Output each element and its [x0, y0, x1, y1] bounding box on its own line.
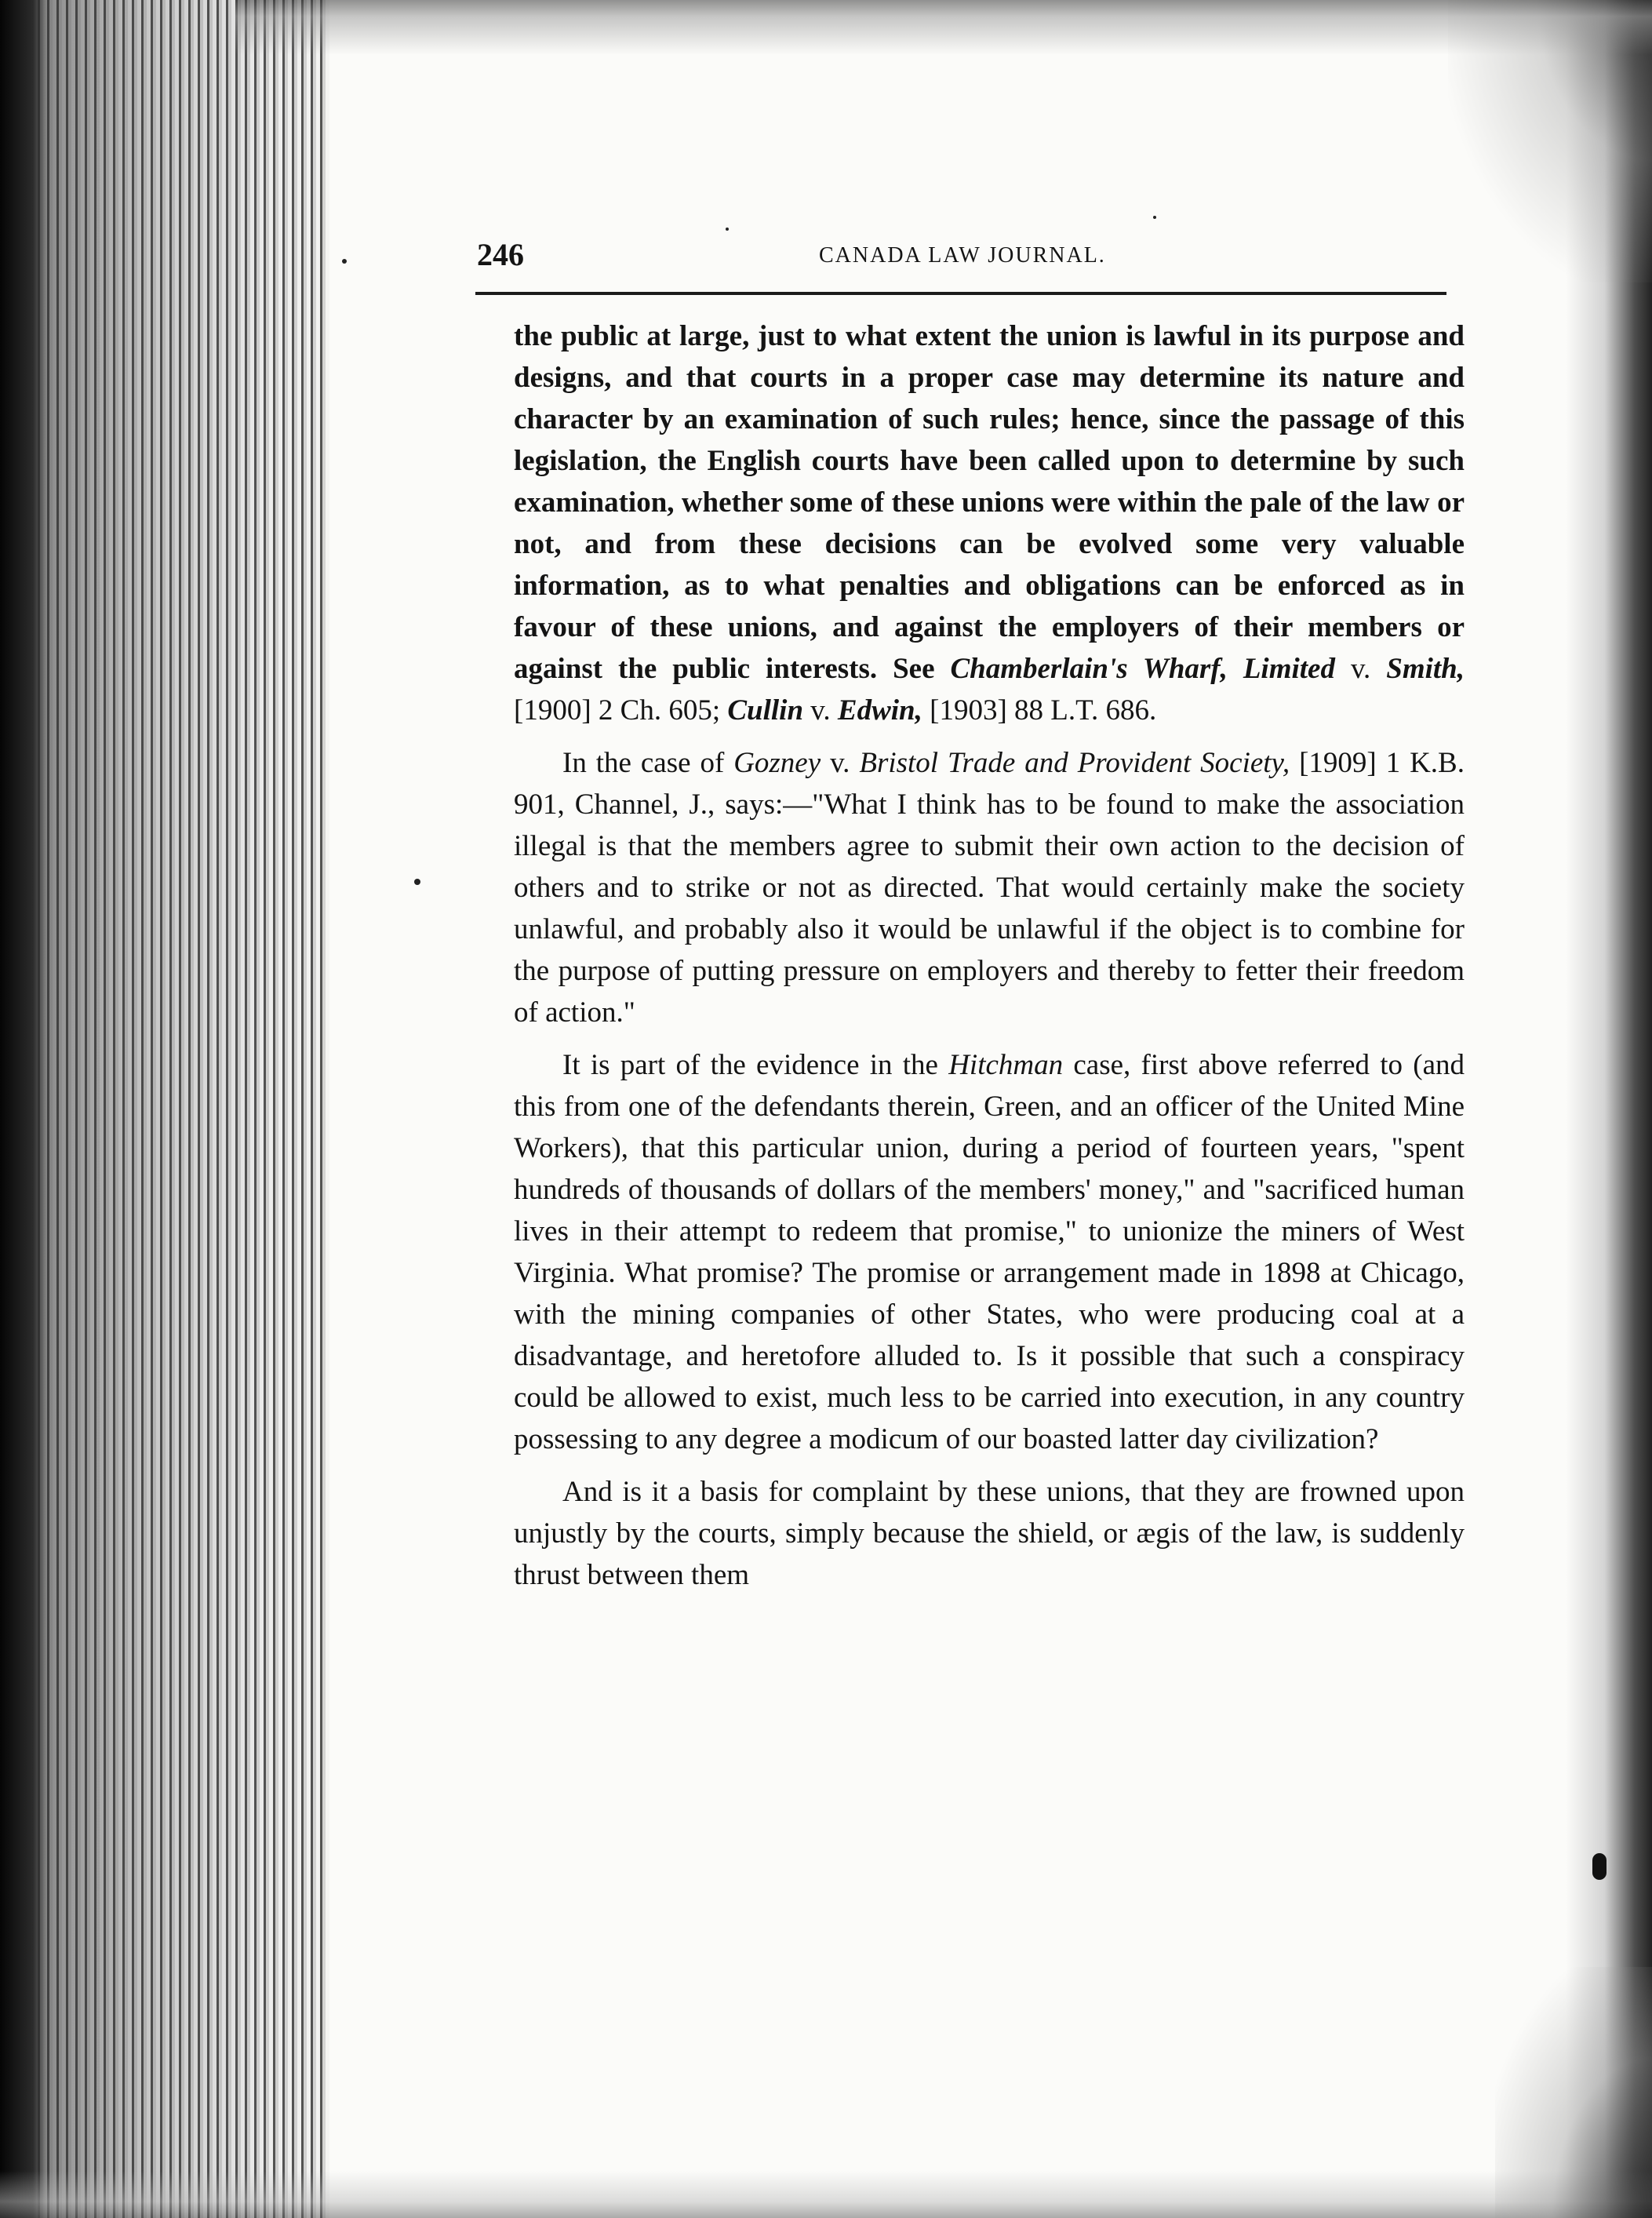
stray-ink-mark — [726, 228, 729, 231]
paragraph-continued — [514, 315, 1465, 731]
case-citation: Edwin, — [837, 694, 922, 727]
stray-ink-mark — [1153, 216, 1156, 219]
paragraph-complaint — [514, 1471, 1465, 1596]
paragraph-text: In the case of — [562, 747, 734, 779]
paragraph-gozney — [514, 742, 1465, 1033]
case-citation: Bristol Trade and Provident Society, — [859, 747, 1290, 779]
paragraph-text: v. — [803, 694, 838, 727]
header-rule — [475, 292, 1446, 295]
page-corner-shadow-bottom — [1495, 1967, 1652, 2218]
paragraph-hitchman — [514, 1044, 1465, 1460]
paragraph-text: [1900] 2 Ch. 605; — [514, 694, 728, 727]
paragraph-text: [1909] 1 K.B. 901, Channel, J., says:—"What I think has to be found to make the association illegal is that the members agree to submit their own action to the decision of others and to strike or not as directed. That would certainly make the society unlawful, and probably also it would be unlawful if the object is to combine for the purpose of putting pressure on employers and thereby to fetter their freedom of action." — [514, 747, 1465, 1029]
paragraph-text: And is it a basis for complaint by these unions, that they are frowned upon unjustly by the courts, simply because the shield, or ægis of the law, is suddenly thrust between them — [514, 1476, 1465, 1591]
case-citation: Chamberlain's Wharf, Limited — [950, 653, 1335, 685]
page-right-edge-shadow — [1566, 0, 1652, 2218]
page-edge-mark — [1592, 1853, 1607, 1880]
paragraph-text: It is part of the evidence in the — [562, 1049, 949, 1081]
book-spine-edge — [0, 0, 47, 2218]
running-title: CANADA LAW JOURNAL. — [819, 243, 1106, 268]
page-top-edge-shadow — [235, 0, 1652, 55]
paragraph-text: v. — [1334, 653, 1387, 685]
running-header — [477, 235, 1450, 282]
paragraph-text: [1903] 88 L.T. 686. — [922, 694, 1157, 727]
case-citation: Smith, — [1386, 653, 1465, 685]
paragraph-text: case, first above referred to (and this from one of the defendants therein, Green, and an officer of the United Mine Workers), that this particular union, during a period of fourteen years, "spent hundreds of thousands of dollars of the members' money," and "sacrificed human lives in their attempt to redeem that promise," to unionize the miners of West Virginia. What promise? The promise or arrangement made in 1898 at Chicago, with the mining companies of other States, who were producing coal at a disadvantage, and heretofore alluded to. Is it possible that such a conspiracy could be allowed to exist, much less to be carried into execution, in any country possessing to any degree a modicum of our boasted latter day civilization? — [514, 1049, 1465, 1455]
case-citation: Cullin — [727, 694, 804, 727]
case-citation: Hitchman — [948, 1049, 1064, 1081]
page-bottom-edge-shadow — [0, 2171, 1652, 2218]
page-number: 246 — [477, 237, 524, 272]
case-citation: Gozney — [733, 747, 821, 779]
article-body — [514, 315, 1465, 1596]
paragraph-text: v. — [821, 747, 860, 779]
book-spine-shadow — [0, 0, 329, 2218]
stray-ink-mark — [414, 879, 420, 885]
paragraph-text: the public at large, just to what extent the union is lawful in its purpose and designs, and that courts in a proper case may determine its nature and character by an examination of such rules; hence, since the passage of this legislation, the English courts have been called upon to determine by such examination, whether some of these unions were within the pale of the law or not, and from these decisions can be evolved some very valuable information, as to what penalties and obligations can be enforced as in favour of these unions, and against the employers of their members or against the public interests. See — [514, 320, 1465, 685]
stray-ink-mark — [342, 259, 347, 264]
